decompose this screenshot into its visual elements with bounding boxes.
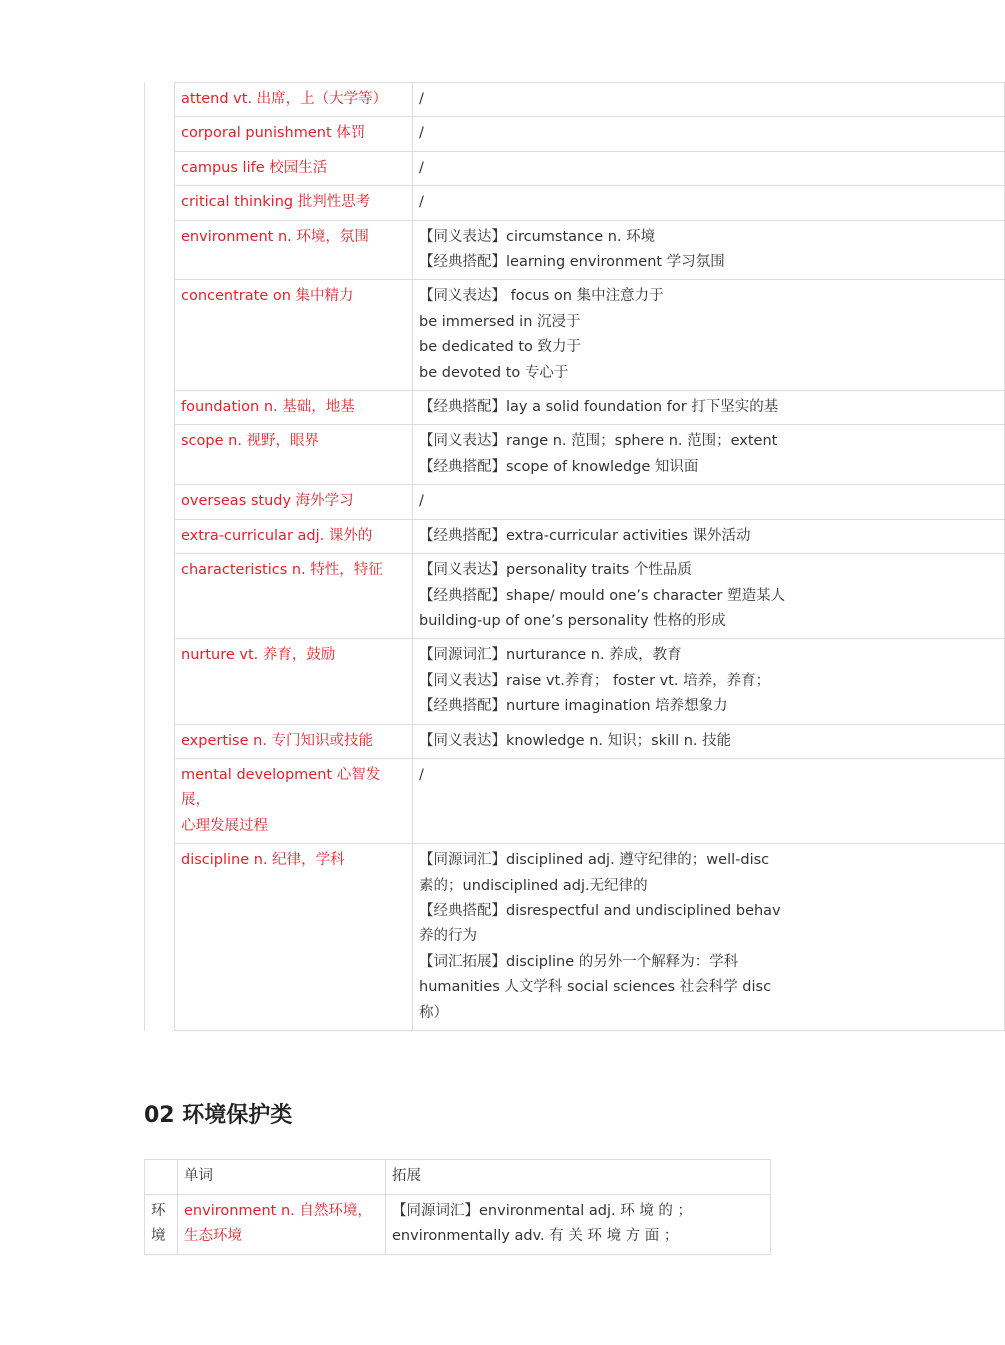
extension-cell <box>413 485 1005 519</box>
word-cell <box>175 724 413 758</box>
word-cell <box>175 639 413 724</box>
extension-line: building-up of one’s personality 性格的形成 <box>419 612 726 629</box>
word-text: attend vt. 出席，上（大学等） <box>181 91 388 107</box>
word-text: nurture vt. 养育，鼓励 <box>181 647 336 664</box>
row-stub-cell <box>145 391 175 425</box>
extension-line: 【同义表达】raise vt.养育； foster vt. 培养，养育； <box>419 672 771 689</box>
row-stub-cell <box>145 151 175 185</box>
extension-line: 【同义表达】 focus on 集中注意力于 <box>419 288 664 305</box>
extension-cell <box>413 639 1005 724</box>
extension-cell <box>413 519 1005 553</box>
extension-line: 【同源词汇】disciplined adj. 遵守纪律的；well-disc <box>419 852 770 869</box>
extension-cell <box>413 425 1005 485</box>
extension-line: 【同义表达】circumstance n. 环境 <box>419 228 656 245</box>
vocabulary-table-environment <box>144 1159 770 1262</box>
table-row <box>145 554 1005 639</box>
word-cell <box>175 391 413 425</box>
word-cell <box>175 186 413 220</box>
word-text: critical thinking 批判性思考 <box>181 194 371 211</box>
word-line: mental development 心智发展， <box>181 766 381 809</box>
extension-cell <box>413 724 1005 758</box>
extension-line: 【经典搭配】nurture imagination 培养想象力 <box>419 698 728 715</box>
extension-cell <box>413 83 1005 117</box>
word-line: environment n. 自然环境， <box>184 1203 372 1219</box>
table-row <box>145 151 1005 185</box>
table-header-row <box>145 1160 771 1195</box>
table-row <box>145 186 1005 220</box>
word-text: campus life 校园生活 <box>181 159 328 176</box>
extension-line: 养的行为 <box>419 928 477 945</box>
word-line: 生态环境 <box>184 1228 242 1245</box>
word-text: discipline n. 纪律，学科 <box>181 852 345 869</box>
row-stub-cell <box>145 220 175 280</box>
row-stub-cell <box>145 519 175 553</box>
row-stub-cell <box>145 186 175 220</box>
table-row <box>145 280 1005 391</box>
word-cell <box>175 554 413 639</box>
extension-cell <box>386 1195 771 1255</box>
extension-line: environmentally adv. 有 关 环 境 方 面 ； <box>392 1228 679 1245</box>
table-row <box>145 425 1005 485</box>
extension-line: 【经典搭配】lay a solid foundation for 打下坚实的基 <box>419 399 779 416</box>
extension-cell <box>413 117 1005 151</box>
extension-line: / <box>419 125 424 142</box>
table-row <box>145 758 1005 843</box>
table-row <box>145 220 1005 280</box>
extension-line: be dedicated to 致力于 <box>419 339 582 356</box>
vocabulary-table-education <box>144 82 786 1021</box>
word-text: scope n. 视野，眼界 <box>181 433 320 450</box>
word-text <box>181 763 406 839</box>
table-row <box>145 391 1005 425</box>
row-stub-cell <box>145 758 175 843</box>
word-text: characteristics n. 特性，特征 <box>181 562 383 579</box>
extension-cell <box>413 554 1005 639</box>
word-cell <box>175 117 413 151</box>
header-word: 单词 <box>178 1160 386 1195</box>
row-stub-cell <box>145 844 175 1031</box>
row-stub-cell <box>145 117 175 151</box>
category-char: 环 <box>151 1203 166 1219</box>
header-extension: 拓展 <box>386 1160 771 1195</box>
extension-cell <box>413 391 1005 425</box>
extension-line: 【经典搭配】shape/ mould one’s character 塑造某人 <box>419 587 786 604</box>
category-cell <box>145 1195 178 1255</box>
extension-line: 【同义表达】personality traits 个性品质 <box>419 562 692 579</box>
extension-line: be immersed in 沉浸于 <box>419 313 581 330</box>
row-stub-cell <box>145 280 175 391</box>
extension-line: 【同义表达】range n. 范围；sphere n. 范围；extent <box>419 433 778 450</box>
word-text: concentrate on 集中精力 <box>181 288 354 305</box>
extension-line: be devoted to 专心于 <box>419 364 569 381</box>
table-row <box>145 1195 771 1255</box>
row-stub-cell <box>145 83 175 117</box>
word-text: foundation n. 基础，地基 <box>181 399 355 416</box>
extension-line: / <box>419 159 424 176</box>
table-row <box>145 844 1005 1031</box>
row-stub-cell <box>145 485 175 519</box>
row-stub-cell <box>145 425 175 485</box>
row-stub-cell <box>145 639 175 724</box>
table-row <box>145 83 1005 117</box>
category-char: 境 <box>151 1228 166 1245</box>
word-line: 心理发展过程 <box>181 817 268 834</box>
extension-line: 【经典搭配】disrespectful and undisciplined behav <box>419 902 781 919</box>
table-row <box>145 117 1005 151</box>
extension-line: 【同义表达】knowledge n. 知识；skill n. 技能 <box>419 732 732 749</box>
extension-line: / <box>419 766 424 783</box>
word-cell <box>178 1195 386 1255</box>
word-cell <box>175 220 413 280</box>
extension-line: 【同源词汇】nurturance n. 养成，教育 <box>419 647 682 664</box>
extension-line: 【经典搭配】scope of knowledge 知识面 <box>419 458 699 475</box>
table-row <box>145 724 1005 758</box>
extension-line: / <box>419 493 424 510</box>
word-text: environment n. 环境，氛围 <box>181 228 369 245</box>
section-title: 02 环境保护类 <box>144 1103 293 1128</box>
word-text: extra-curricular adj. 课外的 <box>181 527 373 544</box>
extension-cell <box>413 280 1005 391</box>
extension-line: 素的；undisciplined adj.无纪律的 <box>419 877 648 894</box>
extension-line: humanities 人文学科 social sciences 社会科学 disc <box>419 979 772 996</box>
word-cell <box>175 844 413 1031</box>
word-cell <box>175 83 413 117</box>
extension-cell <box>413 758 1005 843</box>
word-cell <box>175 280 413 391</box>
header-category <box>145 1160 178 1195</box>
extension-cell <box>413 186 1005 220</box>
row-stub-cell <box>145 724 175 758</box>
table-row <box>145 485 1005 519</box>
table-row <box>145 639 1005 724</box>
extension-cell <box>413 220 1005 280</box>
extension-line: / <box>419 91 424 107</box>
word-text: expertise n. 专门知识或技能 <box>181 732 374 749</box>
extension-line: 【经典搭配】learning environment 学习氛围 <box>419 254 725 271</box>
word-text: overseas study 海外学习 <box>181 493 354 510</box>
word-cell <box>175 519 413 553</box>
word-text: corporal punishment 体罚 <box>181 125 366 142</box>
extension-cell <box>413 844 1005 1031</box>
row-stub-cell <box>145 554 175 639</box>
word-cell <box>175 758 413 843</box>
table-row <box>145 519 1005 553</box>
word-cell <box>175 151 413 185</box>
word-cell <box>175 425 413 485</box>
word-cell <box>175 485 413 519</box>
extension-line: 称） <box>419 1004 448 1021</box>
extension-cell <box>413 151 1005 185</box>
extension-line: / <box>419 194 424 211</box>
extension-line: 【经典搭配】extra-curricular activities 课外活动 <box>419 527 751 544</box>
extension-line: 【同源词汇】environmental adj. 环 境 的 ； <box>392 1203 693 1219</box>
extension-line: 【词汇拓展】discipline 的另外一个解释为：学科 <box>419 953 739 970</box>
